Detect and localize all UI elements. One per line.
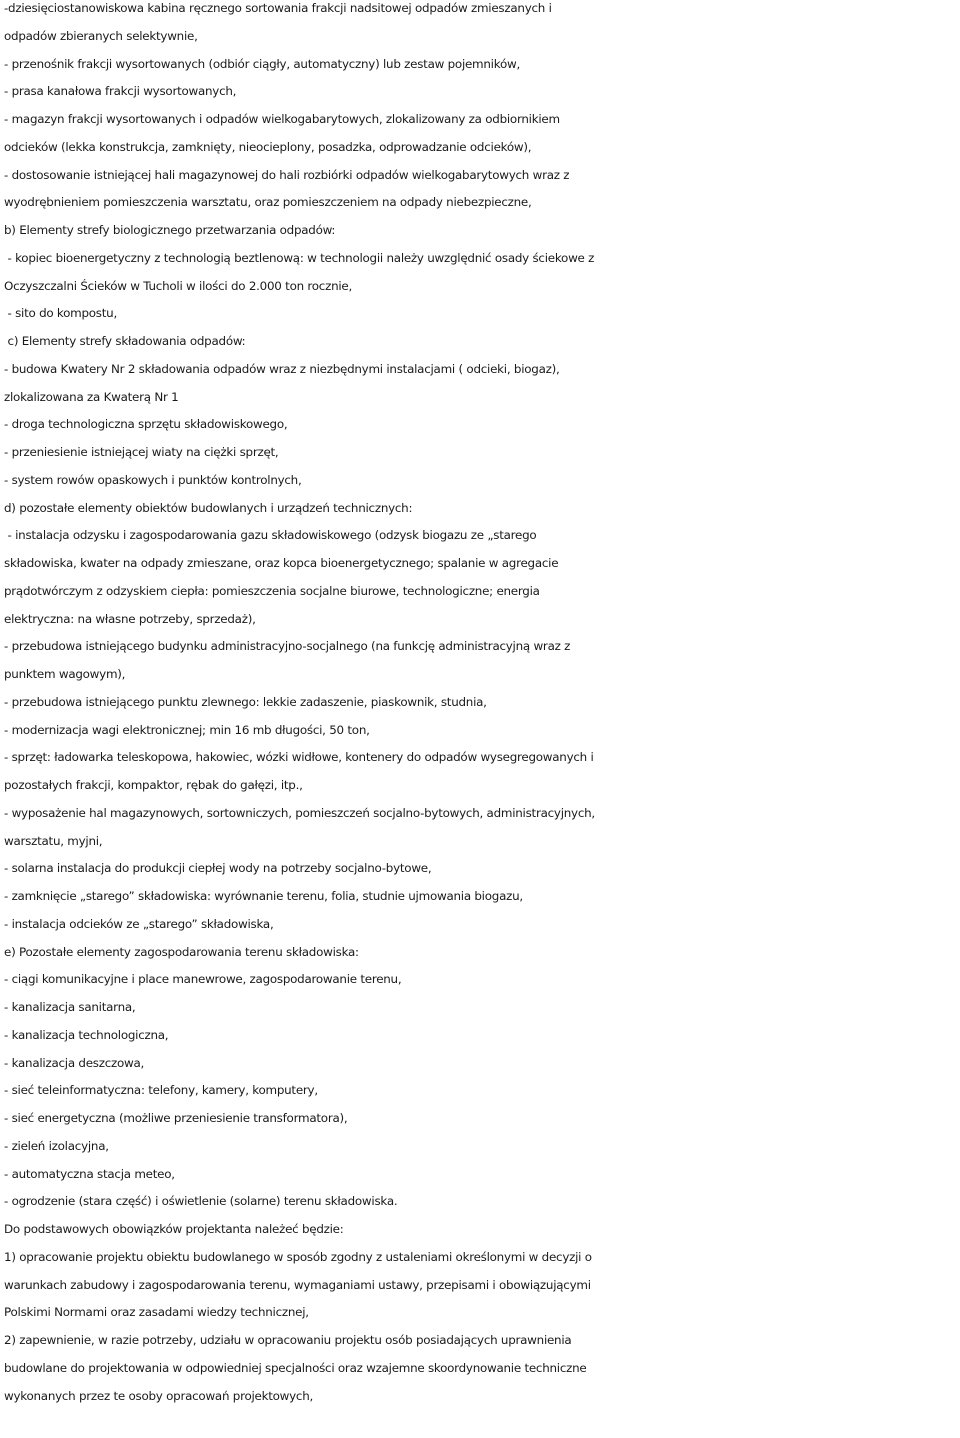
text-line: elektryczna: na własne potrzeby, sprzedaż), xyxy=(4,611,256,626)
text-line: 2) zapewnienie, w razie potrzeby, udziału w opracowaniu projektu osób posiadających uprawnienia xyxy=(4,1333,572,1347)
text-line: -dziesięciostanowiskowa kabina ręcznego sortowania frakcji nadsitowej odpadów zmieszanych i xyxy=(4,1,552,15)
section-heading: b) Elementy strefy biologicznego przetwarzania odpadów: xyxy=(4,223,336,237)
text-line: prądotwórczym z odzyskiem ciepła: pomieszczenia socjalne biurowe, technologiczne; energia xyxy=(4,583,540,598)
text-line: - przenośnik frakcji wysortowanych (odbiór ciągły, automatyczny) lub zestaw pojemników, xyxy=(4,56,520,71)
text-line: - system rowów opaskowych i punktów kontrolnych, xyxy=(4,472,302,487)
text-line: - sprzęt: ładowarka teleskopowa, hakowiec, wózki widłowe, kontenery do odpadów wysegregowanych i xyxy=(4,750,594,765)
text-line: - kanalizacja deszczowa, xyxy=(4,1055,145,1070)
text-line: - prasa kanałowa frakcji wysortowanych, xyxy=(4,84,237,99)
section-heading: c) Elementy strefy składowania odpadów: xyxy=(4,334,246,348)
text-line: - sieć teleinformatyczna: telefony, kamery, komputery, xyxy=(4,1083,318,1098)
text-line: - kopiec bioenergetyczny z technologią beztlenową: w technologii należy uwzględnić osady ściekowe z xyxy=(4,250,595,265)
text-line: Oczyszczalni Ścieków w Tucholi w ilości do 2.000 ton rocznie, xyxy=(4,278,353,293)
text-line: - budowa Kwatery Nr 2 składowania odpadów wraz z niezbędnymi instalacjami ( odcieki, biogaz), xyxy=(4,361,560,376)
text-line: - sito do kompostu, xyxy=(4,306,117,321)
text-line: - przebudowa istniejącego budynku administracyjno-socjalnego (na funkcję administracyjną wraz z xyxy=(4,639,571,654)
text-line: budowlane do projektowania w odpowiedniej specjalności oraz wzajemne skoordynowanie techniczne xyxy=(4,1360,587,1375)
text-line: - instalacja odcieków ze „starego” składowiska, xyxy=(4,916,274,931)
section-heading: d) pozostałe elementy obiektów budowlanych i urządzeń technicznych: xyxy=(4,500,413,515)
text-line: - magazyn frakcji wysortowanych i odpadów wielkogabarytowych, zlokalizowany za odbiornikiem xyxy=(4,112,560,126)
text-line: zlokalizowana za Kwaterą Nr 1 xyxy=(4,389,179,404)
section-heading: e) Pozostałe elementy zagospodarowania terenu składowiska: xyxy=(4,944,359,959)
text-line: Do podstawowych obowiązków projektanta należeć będzie: xyxy=(4,1222,344,1236)
text-line: punktem wagowym), xyxy=(4,667,126,681)
text-line: - modernizacja wagi elektronicznej; min 16 mb długości, 50 ton, xyxy=(4,722,370,737)
text-line xyxy=(4,1410,958,1438)
text-line: warsztatu, myjni, xyxy=(4,833,103,848)
text-line: - dostosowanie istniejącej hali magazynowej do hali rozbiórki odpadów wielkogabarytowych wraz z xyxy=(4,167,570,182)
text-line: - instalacja odzysku i zagospodarowania gazu składowiskowego (odzysk biogazu ze „starego xyxy=(4,528,537,543)
text-line: warunkach zabudowy i zagospodarowania terenu, wymaganiami ustawy, przepisami i obowiązującymi xyxy=(4,1277,591,1292)
text-line: - wyposażenie hal magazynowych, sortowniczych, pomieszczeń socjalno-bytowych, administracyjnych, xyxy=(4,805,595,820)
text-line: odpadów zbieranych selektywnie, xyxy=(4,28,198,43)
text-line: - ogrodzenie (stara część) i oświetlenie (solarne) terenu składowiska. xyxy=(4,1194,398,1209)
text-line: - solarna instalacja do produkcji ciepłej wody na potrzeby socjalno-bytowe, xyxy=(4,861,432,876)
text-line: 1) opracowanie projektu obiektu budowlanego w sposób zgodny z ustaleniami określonymi w decyzji o xyxy=(4,1249,592,1264)
text-line: - kanalizacja technologiczna, xyxy=(4,1027,169,1042)
text-line: - przebudowa istniejącego punktu zlewnego: lekkie zadaszenie, piaskownik, studnia, xyxy=(4,694,487,709)
text-line: składowiska, kwater na odpady zmieszane, oraz kopca bioenergetycznego; spalanie w agregacie xyxy=(4,556,559,570)
text-line: - automatyczna stacja meteo, xyxy=(4,1166,175,1181)
text-line: - kanalizacja sanitarna, xyxy=(4,1000,136,1014)
text-line: wykonanych przez te osoby opracowań projektowych, xyxy=(4,1388,314,1403)
text-line: Polskimi Normami oraz zasadami wiedzy technicznej, xyxy=(4,1305,309,1320)
text-line: - ciągi komunikacyjne i place manewrowe, zagospodarowanie terenu, xyxy=(4,972,402,987)
text-line: - sieć energetyczna (możliwe przeniesienie transformatora), xyxy=(4,1111,348,1125)
text-line: - zieleń izolacyjna, xyxy=(4,1138,109,1153)
text-line: - przeniesienie istniejącej wiaty na ciężki sprzęt, xyxy=(4,445,279,459)
text-line: odcieków (lekka konstrukcja, zamknięty, nieocieplony, posadzka, odprowadzanie odcieków), xyxy=(4,139,532,154)
text-line: - droga technologiczna sprzętu składowiskowego, xyxy=(4,417,288,432)
text-line: - zamknięcie „starego” składowiska: wyrównanie terenu, folia, studnie ujmowania biogazu, xyxy=(4,889,523,903)
text-line: wyodrębnieniem pomieszczenia warsztatu, oraz pomieszczeniem na odpady niebezpieczne, xyxy=(4,195,532,210)
text-line: pozostałych frakcji, kompaktor, rębak do gałęzi, itp., xyxy=(4,778,303,792)
